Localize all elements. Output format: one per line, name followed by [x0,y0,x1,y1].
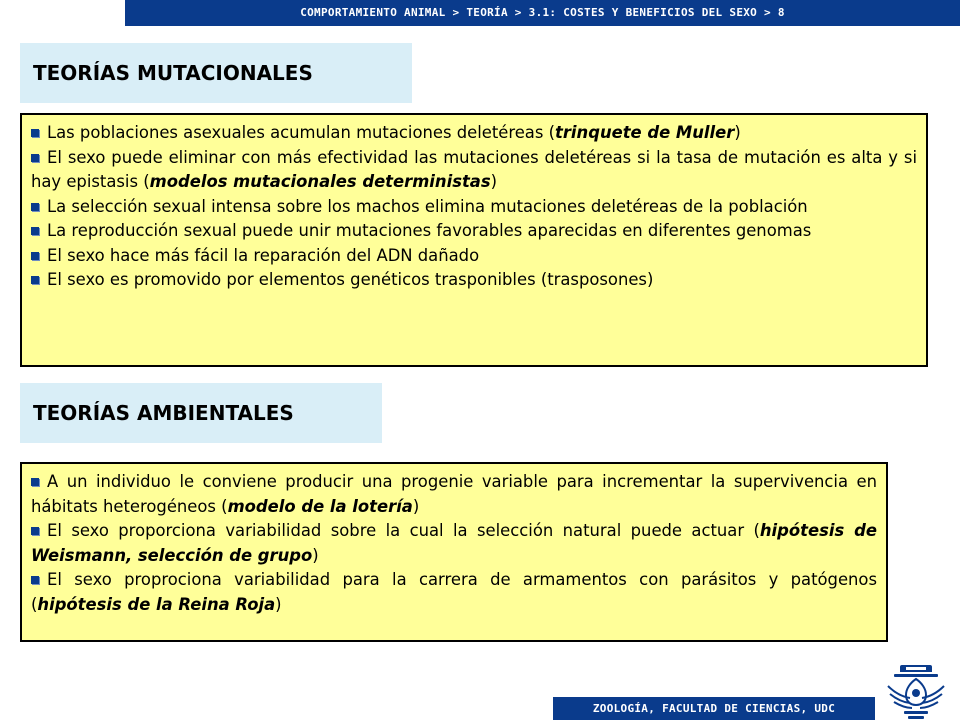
square-bullet-icon [31,227,39,235]
square-bullet-icon [31,129,39,137]
list-item: La reproducción sexual puede unir mutaciones favorables aparecidas en diferentes genomas [31,219,917,244]
breadcrumb-bar: COMPORTAMIENTO ANIMAL > TEORÍA > 3.1: COSTES Y BENEFICIOS DEL SEXO > 8 [125,0,960,26]
environmental-theories-title: TEORÍAS AMBIENTALES [20,383,382,443]
square-bullet-icon [31,576,39,584]
list-item: El sexo proprociona variabilidad para la carrera de armamentos con parásitos y patógenos (hipótesis de la Reina Roja) [31,570,877,614]
environmental-theories-box [20,462,888,642]
list-item: A un individuo le conviene producir una progenie variable para incrementar la supervivencia en hábitats heterogéneos (modelo de la lotería) [31,472,877,516]
square-bullet-icon [31,252,39,260]
square-bullet-icon [31,478,39,486]
list-item: El sexo puede eliminar con más efectividad las mutaciones deletéreas si la tasa de mutación es alta y si hay epistasis (modelos mutacionales deterministas) [31,147,917,191]
square-bullet-icon [31,154,39,162]
square-bullet-icon [31,527,39,535]
list-item: La selección sexual intensa sobre los machos elimina mutaciones deletéreas de la población [31,195,917,220]
list-item: El sexo hace más fácil la reparación del ADN dañado [31,244,917,269]
list-item: El sexo es promovido por elementos genéticos trasponibles (trasposones) [31,268,917,293]
square-bullet-icon [31,276,39,284]
mutational-theories-box [20,113,928,367]
university-crest-icon [880,662,952,720]
mutational-theories-title: TEORÍAS MUTACIONALES [20,43,412,103]
list-item: Las poblaciones asexuales acumulan mutaciones deletéreas (trinquete de Muller) [31,121,917,146]
list-item: El sexo proporciona variabilidad sobre la cual la selección natural puede actuar (hipótesis de Weismann, selección de grupo) [31,521,878,565]
footer-label: ZOOLOGÍA, FACULTAD DE CIENCIAS, UDC [553,697,875,720]
square-bullet-icon [31,203,39,211]
